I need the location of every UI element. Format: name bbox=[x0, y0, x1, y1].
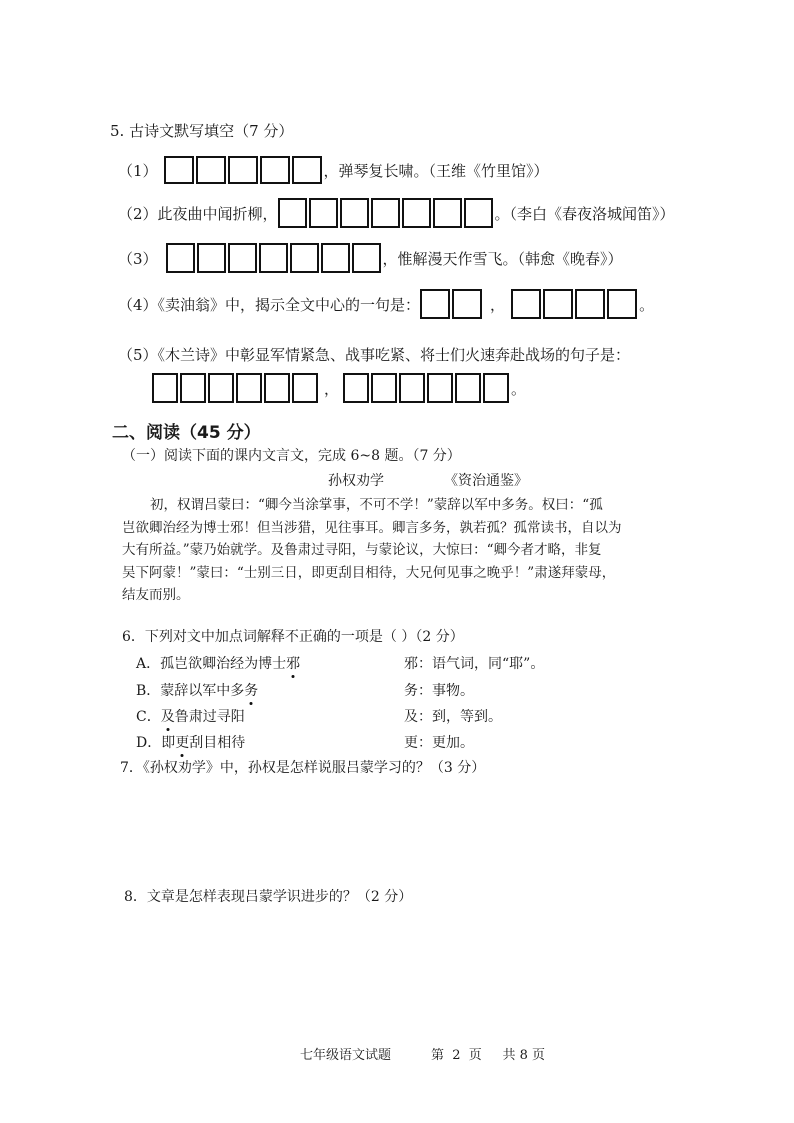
option-label: C． bbox=[136, 709, 161, 725]
dotted-word: 务 bbox=[244, 683, 259, 699]
q5-item-4-text-before: （4）《卖油翁》中，揭示全文中心的一句是： bbox=[118, 295, 421, 314]
answer-boxes[interactable] bbox=[343, 373, 511, 403]
q5-item-2-text-after: 。（李白《春夜洛城闻笛》） bbox=[494, 204, 675, 223]
passage-source: 《资治通鉴》 bbox=[444, 473, 528, 489]
q6-option-c-explain: 及：到，等到。 bbox=[404, 709, 502, 725]
option-text: 即 bbox=[161, 735, 176, 751]
footer-page-number: 第 2 页 共 8 页 bbox=[431, 1048, 545, 1063]
dotted-word: 及 bbox=[160, 709, 175, 725]
q5-item-2-text-before: （2）此夜曲中闻折柳， bbox=[118, 204, 278, 223]
q5-item-1-text: ，弹琴复长啸。（王维《竹里馆》） bbox=[323, 161, 549, 180]
dotted-word: 更 bbox=[175, 735, 190, 751]
q5-item-3-text: ，惟解漫天作雪飞。（韩愈《晚春》） bbox=[382, 249, 623, 268]
passage-line: 初，权谓吕蒙曰：“卿今当涂掌事，不可不学！”蒙辞以军中多务。权曰：“孤 bbox=[150, 497, 603, 513]
q6-option-d[interactable] bbox=[136, 732, 245, 752]
q5-item-1-num: （1） bbox=[118, 161, 158, 180]
answer-boxes[interactable] bbox=[166, 243, 383, 273]
reading-instruction: （一）阅读下面的课内文言文，完成 6~8 题。（7 分） bbox=[122, 448, 461, 464]
q5-item-5-comma: ， bbox=[324, 379, 340, 398]
q6-option-c[interactable] bbox=[136, 706, 245, 726]
q8-title: 8．文章是怎样表现吕蒙学识进步的？（2 分） bbox=[124, 889, 413, 905]
q5-item-3 bbox=[118, 243, 623, 273]
q6-option-d-explain: 更：更加。 bbox=[404, 735, 474, 751]
option-label: A． bbox=[136, 656, 161, 672]
q6-option-b-explain: 务：事物。 bbox=[404, 683, 474, 699]
dotted-word: 邪 bbox=[286, 656, 301, 672]
answer-boxes[interactable] bbox=[164, 156, 324, 184]
passage-line: 结友而别。 bbox=[122, 587, 190, 603]
option-text: 刮目相待 bbox=[189, 735, 246, 751]
q6-option-a-explain: 邪：语气词，同“耶”。 bbox=[404, 656, 545, 672]
q5-item-4-comma: ， bbox=[490, 295, 506, 314]
option-text: 鲁肃过寻阳 bbox=[174, 709, 245, 725]
answer-boxes[interactable] bbox=[420, 289, 484, 319]
q5-item-4-end: 。 bbox=[639, 295, 655, 314]
q5-item-4 bbox=[118, 289, 654, 319]
option-text: 孤岂欲卿治经为博士 bbox=[160, 656, 287, 672]
q5-title: 5. 古诗文默写填空（7 分） bbox=[110, 122, 294, 140]
q5-item-5-end: 。 bbox=[511, 379, 527, 398]
q6-option-b[interactable] bbox=[136, 680, 258, 700]
q7-answer-area[interactable] bbox=[120, 780, 680, 870]
passage-line: 吴下阿蒙！”蒙曰：“士别三日，即更刮目相待，大兄何见事之晚乎！”肃遂拜蒙母， bbox=[122, 564, 616, 581]
answer-boxes[interactable] bbox=[278, 198, 495, 228]
option-text: 蒙辞以军中多 bbox=[160, 683, 245, 699]
q8-answer-area[interactable] bbox=[124, 910, 684, 1030]
q5-item-2 bbox=[118, 198, 675, 228]
option-label: D． bbox=[136, 735, 162, 751]
option-label: B． bbox=[136, 683, 161, 699]
passage-body bbox=[122, 494, 622, 607]
q7-title: 7．《孙权劝学》中，孙权是怎样说服吕蒙学习的？（3 分） bbox=[120, 760, 486, 776]
q5-item-5-prompt: （5）《木兰诗》中彰显军情紧急、战事吃紧、将士们火速奔赴战场的句子是： bbox=[118, 346, 631, 364]
passage-title: 孙权劝学 bbox=[328, 473, 384, 489]
passage-line: 大有所益。”蒙乃始就学。及鲁肃过寻阳，与蒙论议，大惊曰：“卿今者才略，非复 bbox=[122, 542, 602, 558]
q5-item-5-answers bbox=[152, 373, 526, 403]
q5-item-3-num: （3） bbox=[118, 249, 158, 268]
passage-line: 岂欲卿治经为博士邪！但当涉猎，见往事耳。卿言多务，孰若孤？孤常读书，自以为 bbox=[122, 519, 622, 536]
q6-title: 6．下列对文中加点词解释不正确的一项是（ ）（2 分） bbox=[122, 629, 464, 645]
q6-option-a[interactable] bbox=[136, 653, 300, 673]
answer-boxes[interactable] bbox=[511, 289, 639, 319]
q5-item-1 bbox=[118, 156, 549, 184]
answer-boxes[interactable] bbox=[152, 373, 320, 403]
section-heading: 二、阅读（45 分） bbox=[112, 423, 261, 443]
footer-subject: 七年级语文试题 bbox=[300, 1048, 392, 1063]
